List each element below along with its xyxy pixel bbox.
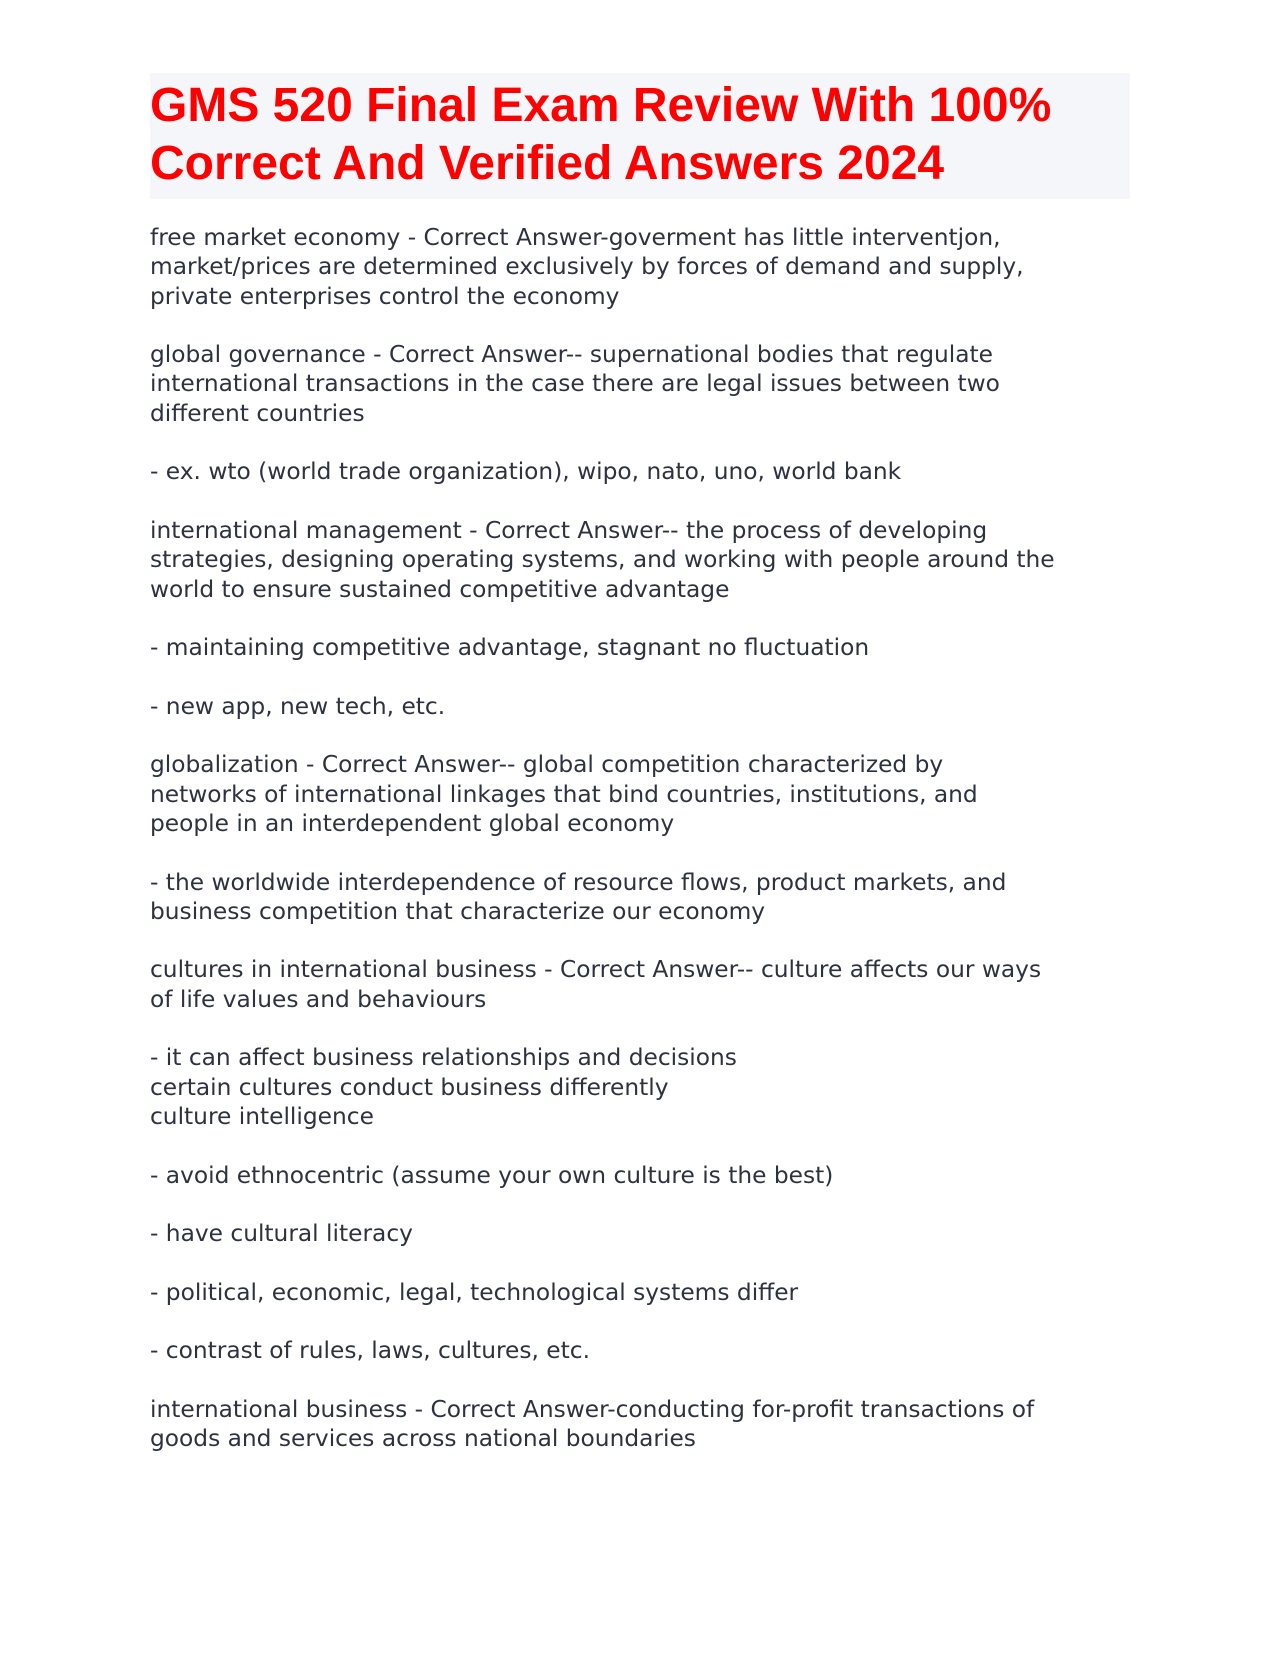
paragraph: [150, 516, 1130, 604]
paragraph-line: - maintaining competitive advantage, stagnant no fluctuation: [150, 634, 870, 662]
paragraph-line: goods and services across national boundaries: [150, 1425, 696, 1453]
document-title: [150, 73, 1130, 199]
paragraph-line: networks of international linkages that bind countries, institutions, and: [150, 780, 978, 808]
paragraph-line: global governance - Correct Answer-- supernational bodies that regulate: [150, 341, 993, 369]
paragraph: [150, 340, 1130, 428]
paragraph: [150, 955, 1130, 1014]
paragraph-line: international management - Correct Answer-- the process of developing: [150, 516, 988, 544]
paragraph-line: - political, economic, legal, technological systems differ: [150, 1278, 799, 1306]
title-line: Correct And Verified Answers 2024: [150, 137, 945, 190]
paragraph-line: - avoid ethnocentric (assume your own culture is the best): [150, 1161, 834, 1189]
paragraph-line: certain cultures conduct business differently: [150, 1073, 669, 1101]
paragraph: [150, 1043, 1130, 1131]
paragraph: [150, 868, 1130, 927]
paragraph-line: people in an interdependent global economy: [150, 809, 675, 837]
paragraph: [150, 750, 1130, 838]
paragraph: [150, 1278, 1130, 1307]
title-line: GMS 520 Final Exam Review With 100%: [150, 79, 1052, 132]
paragraph-line: - contrast of rules, laws, cultures, etc.: [150, 1337, 590, 1365]
paragraph-line: international business - Correct Answer-conducting for-profit transactions of: [150, 1395, 1035, 1423]
paragraph-line: - the worldwide interdependence of resource flows, product markets, and: [150, 868, 1007, 896]
paragraph-line: - new app, new tech, etc.: [150, 692, 446, 720]
paragraph: [150, 1161, 1130, 1190]
paragraph-line: world to ensure sustained competitive advantage: [150, 575, 730, 603]
paragraph-line: different countries: [150, 399, 365, 427]
paragraph-line: - ex. wto (world trade organization), wipo, nato, uno, world bank: [150, 458, 902, 486]
paragraph-line: cultures in international business - Correct Answer-- culture affects our ways: [150, 956, 1042, 984]
paragraph-line: private enterprises control the economy: [150, 282, 620, 310]
paragraph: [150, 223, 1130, 311]
paragraph: [150, 1219, 1130, 1248]
paragraph-line: - have cultural literacy: [150, 1220, 413, 1248]
paragraph: [150, 1395, 1130, 1454]
paragraph-line: - it can affect business relationships and decisions: [150, 1044, 737, 1072]
paragraph-line: of life values and behaviours: [150, 985, 487, 1013]
paragraph: [150, 457, 1130, 486]
paragraph-line: free market economy - Correct Answer-goverment has little interventjon,: [150, 224, 1001, 251]
paragraph-line: market/prices are determined exclusively by forces of demand and supply,: [150, 253, 1024, 281]
paragraph-line: international transactions in the case there are legal issues between two: [150, 370, 1000, 398]
paragraph: [150, 692, 1130, 721]
document-body: [150, 223, 1130, 1453]
paragraph-line: business competition that characterize our economy: [150, 897, 766, 925]
paragraph-line: strategies, designing operating systems, and working with people around the: [150, 546, 1055, 574]
paragraph-line: culture intelligence: [150, 1102, 374, 1130]
paragraph: [150, 1336, 1130, 1365]
document-page: [150, 73, 1130, 1483]
paragraph: [150, 633, 1130, 662]
paragraph-line: globalization - Correct Answer-- global competition characterized by: [150, 751, 944, 779]
